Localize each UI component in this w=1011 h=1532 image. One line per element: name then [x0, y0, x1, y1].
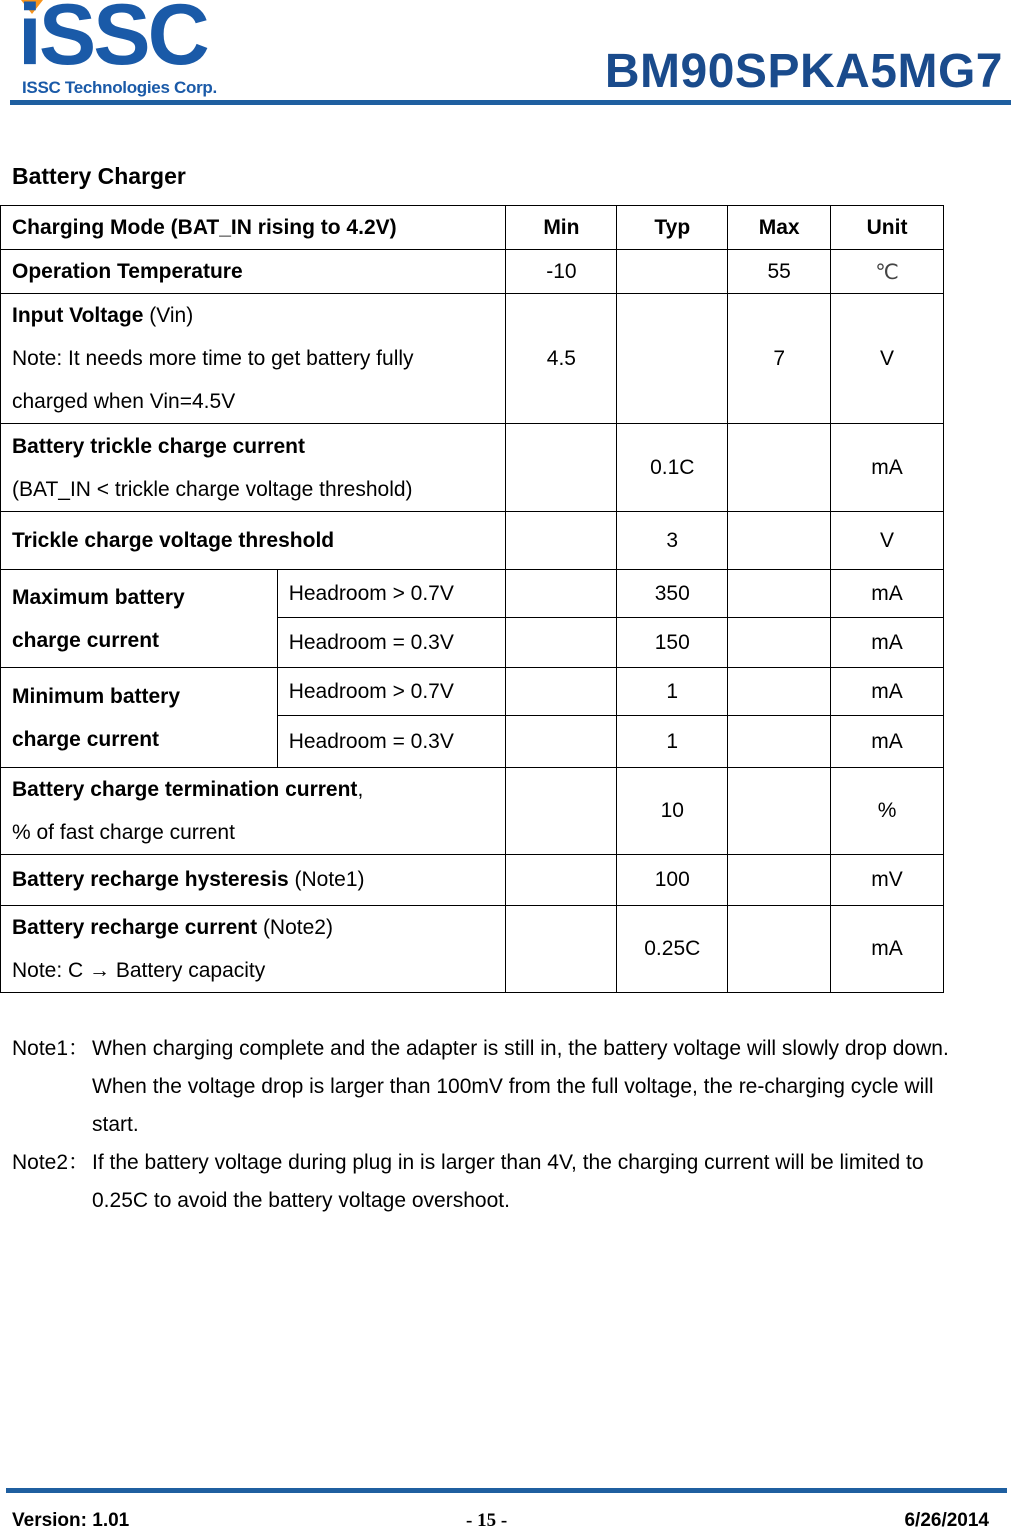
- cell-typ: [617, 294, 728, 424]
- cell-typ: 0.1C: [617, 424, 728, 512]
- table-header-row: [1, 206, 944, 250]
- cell-unit: mA: [831, 570, 944, 618]
- row-label: Operation Temperature: [1, 250, 506, 294]
- row-label-rest: (Vin): [143, 304, 194, 327]
- footer-version: Version: 1.01: [12, 1510, 130, 1531]
- cell-unit: mA: [831, 906, 944, 993]
- cell-unit: mA: [831, 716, 944, 768]
- note-line: When the voltage drop is larger than 100mV from the full voltage, the re-charging cycle will: [92, 1075, 934, 1098]
- row-label-line: charge current: [12, 727, 160, 751]
- row-label: [1, 855, 506, 906]
- header-divider: [10, 100, 1011, 105]
- note-line: If the battery voltage during plug in is larger than 4V, the charging current will be limited to: [92, 1151, 924, 1174]
- footer-page-number: - 15 -: [466, 1510, 508, 1531]
- cell-unit: mA: [831, 618, 944, 668]
- cell-typ: 0.25C: [617, 906, 728, 993]
- cell-unit: mA: [831, 668, 944, 716]
- row-label-line: Maximum battery: [12, 585, 185, 609]
- cell-min: [506, 512, 617, 570]
- table-row: [1, 668, 944, 716]
- row-label: [1, 906, 506, 993]
- cell-unit: ℃: [831, 250, 944, 294]
- table-row: [1, 906, 944, 993]
- table-row: [1, 424, 944, 512]
- note-line: start.: [92, 1113, 139, 1136]
- cell-max: 55: [728, 250, 831, 294]
- cell-condition: Headroom > 0.7V: [277, 570, 506, 618]
- cell-unit: mV: [831, 855, 944, 906]
- row-label: [1, 294, 506, 424]
- cell-max: [728, 668, 831, 716]
- cell-max: [728, 855, 831, 906]
- row-note: Note: C → Battery capacity: [12, 959, 266, 982]
- header-max: Max: [728, 206, 831, 250]
- row-note: (BAT_IN < trickle charge voltage threshold): [12, 477, 413, 501]
- header-unit: Unit: [831, 206, 944, 250]
- row-label-line: Minimum battery: [12, 684, 181, 708]
- logo-subtitle: ISSC Technologies Corp.: [22, 78, 217, 97]
- cell-min: [506, 618, 617, 668]
- cell-unit: V: [831, 512, 944, 570]
- cell-max: [728, 512, 831, 570]
- row-label-rest: ,: [357, 778, 364, 801]
- cell-max: [728, 716, 831, 768]
- row-label-bold: Battery recharge current: [12, 916, 258, 939]
- cell-condition: Headroom = 0.3V: [277, 618, 506, 668]
- cell-max: [728, 906, 831, 993]
- table-row: [1, 250, 944, 294]
- header-min: Min: [506, 206, 617, 250]
- footer-divider: [6, 1488, 1007, 1493]
- row-label-rest: (Note1): [288, 868, 365, 891]
- logo-mark: iSSC: [18, 0, 207, 83]
- note-tag: Note2：: [12, 1151, 90, 1174]
- row-label-bold: Battery charge termination current: [12, 778, 358, 801]
- footer-date: 6/26/2014: [904, 1510, 989, 1531]
- row-label: [1, 570, 278, 668]
- cell-min: [506, 424, 617, 512]
- note-1: [12, 1030, 1011, 1144]
- note-2: [12, 1144, 1011, 1220]
- header-param: Charging Mode (BAT_IN rising to 4.2V): [1, 206, 506, 250]
- table-row: [1, 512, 944, 570]
- note-line: When charging complete and the adapter is still in, the battery voltage will slowly drop down.: [92, 1037, 949, 1060]
- table-row: [1, 768, 944, 855]
- cell-condition: Headroom > 0.7V: [277, 668, 506, 716]
- row-label-bold: Battery trickle charge current: [12, 434, 305, 458]
- cell-min: [506, 716, 617, 768]
- row-label-bold: Battery recharge hysteresis: [12, 868, 289, 891]
- table-row: [1, 294, 944, 424]
- cell-max: [728, 424, 831, 512]
- notes-section: [12, 1030, 1011, 1220]
- row-label-rest: (Note2): [257, 916, 333, 939]
- note-tag: Note1：: [12, 1037, 90, 1060]
- row-note: Note: It needs more time to get battery fully: [12, 347, 414, 370]
- cell-min: [506, 855, 617, 906]
- cell-min: [506, 768, 617, 855]
- note-line: 0.25C to avoid the battery voltage overshoot.: [92, 1189, 510, 1212]
- cell-typ: 3: [617, 512, 728, 570]
- header-typ: Typ: [617, 206, 728, 250]
- cell-unit: mA: [831, 424, 944, 512]
- cell-typ: 1: [617, 716, 728, 768]
- row-label: Trickle charge voltage threshold: [1, 512, 506, 570]
- product-name: BM90SPKA5MG7: [604, 45, 1003, 98]
- spec-table: [0, 205, 944, 993]
- cell-max: [728, 768, 831, 855]
- cell-min: 4.5: [506, 294, 617, 424]
- company-logo: [12, 0, 234, 100]
- cell-unit: V: [831, 294, 944, 424]
- cell-condition: Headroom = 0.3V: [277, 716, 506, 768]
- row-label: [1, 424, 506, 512]
- row-note: % of fast charge current: [12, 821, 235, 844]
- cell-typ: 350: [617, 570, 728, 618]
- cell-unit: %: [831, 768, 944, 855]
- cell-max: [728, 618, 831, 668]
- cell-typ: 100: [617, 855, 728, 906]
- section-title: Battery Charger: [12, 163, 186, 189]
- row-label-line: charge current: [12, 628, 160, 652]
- cell-typ: 1: [617, 668, 728, 716]
- table-row: [1, 570, 944, 618]
- cell-max: [728, 570, 831, 618]
- cell-max: 7: [728, 294, 831, 424]
- cell-typ: [617, 250, 728, 294]
- row-label: [1, 668, 278, 768]
- row-label: [1, 768, 506, 855]
- table-row: [1, 855, 944, 906]
- row-label-bold: Input Voltage: [12, 304, 144, 327]
- cell-typ: 150: [617, 618, 728, 668]
- cell-typ: 10: [617, 768, 728, 855]
- cell-min: [506, 570, 617, 618]
- cell-min: -10: [506, 250, 617, 294]
- cell-min: [506, 668, 617, 716]
- cell-min: [506, 906, 617, 993]
- row-note: charged when Vin=4.5V: [12, 390, 236, 413]
